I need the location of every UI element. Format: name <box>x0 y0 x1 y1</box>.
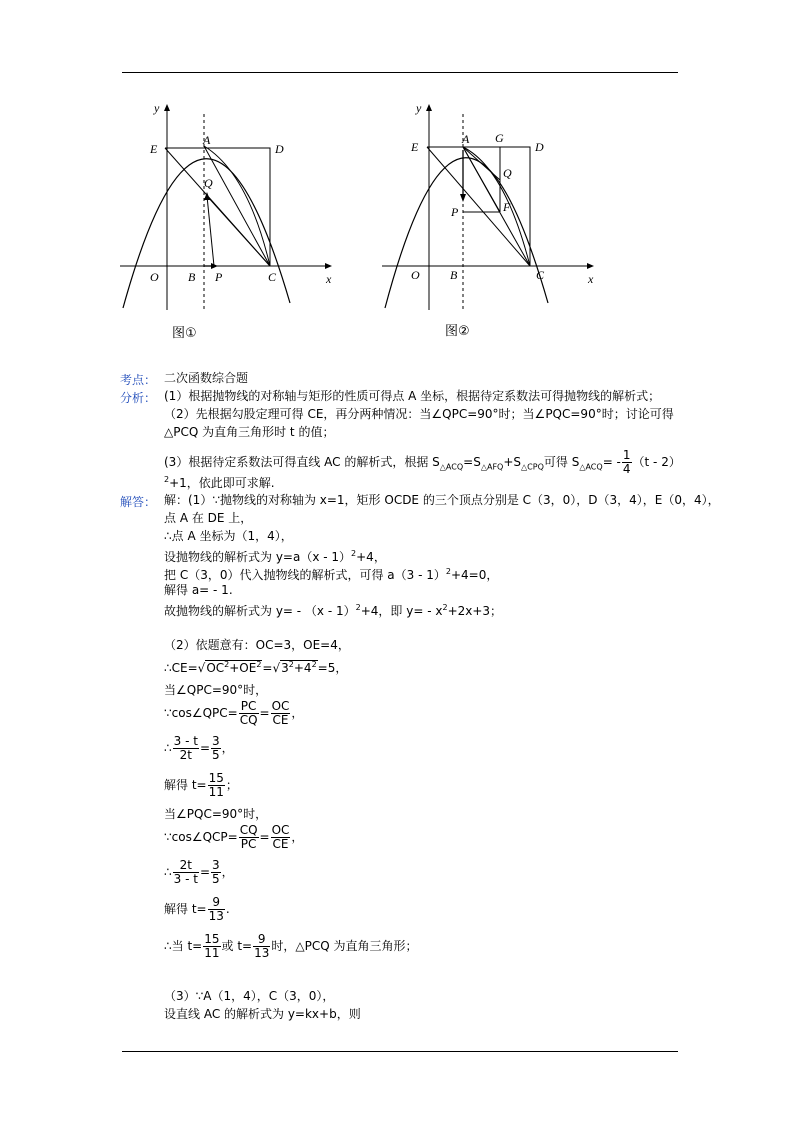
fenxi-line-5 <box>164 473 275 490</box>
cos-qcp-equation: ∵cos∠QCP= $\frac{CQ}{PC}$ = $\frac{OC}{CE}$ ， <box>164 823 304 851</box>
jieda-line-7: 故抛物线的解析式为 y= - （x - 1）$^2$+4，即 $y= - x^2+2x+3$； <box>164 603 503 618</box>
fenxi-line-3: △PCQ 为直角三角形时 t 的值； <box>164 425 335 439</box>
kaodian-text: 二次函数综合题 <box>164 371 249 385</box>
ce-equation: $\therefore CE=√OC^2+OE^2=√3^2+4^2=5$， <box>164 660 348 675</box>
jieda-label: 解答： <box>120 495 157 509</box>
fig2-label-e: E <box>411 140 419 154</box>
fenxi-line-2: （2）先根据勾股定理可得 CE，再分两种情况：当∠QPC=90°时；当∠PQC=90°时；讨论可得 <box>164 407 674 421</box>
sub-acq-2: △ACQ <box>579 462 603 472</box>
case-pqc-90: 当∠PQC=90°时， <box>164 807 268 821</box>
part3-intro: （3）∵A（1，4），C（3，0）， <box>164 989 335 1003</box>
fenxi-l4c: +S <box>503 455 522 469</box>
fig2-label-p: P <box>451 205 459 219</box>
fenxi-l4a: (3）根据待定系数法可得直线 AC 的解析式，根据 S <box>164 455 440 469</box>
jieda-line-1: 解：(1）∵抛物线的对称轴为 x=1，矩形 OCDE 的三个顶点分别是 C（3，0），D（3，4），E（0，4）， <box>164 493 720 507</box>
fig1-label-y: y <box>154 101 160 115</box>
fig1-label-c: C <box>268 270 277 284</box>
solution-t2: 解得 t= $\frac{9}{13}$ . <box>164 895 230 923</box>
fig2-label-d: D <box>535 140 544 154</box>
case-qpc-90: 当∠QPC=90°时， <box>164 683 268 697</box>
fenxi-l4d: 可得 S <box>543 455 580 469</box>
fig2-label-y: y <box>416 101 422 115</box>
fig2-label-b: B <box>450 268 458 282</box>
figure-2-caption: 图② <box>445 324 470 339</box>
jieda-line-5: 把 C（3，0）代入抛物线的解析式，可得 a（3 - 1）$^2$+4=0， <box>164 567 499 582</box>
fig2-label-x: x <box>588 272 594 286</box>
top-rule <box>122 72 678 73</box>
part3-line-2: 设直线 AC 的解析式为 y=kx+b，则 <box>164 1007 361 1021</box>
fig2-label-f: F <box>503 200 511 214</box>
fenxi-l4b: =S <box>463 455 481 469</box>
conclusion-part2: ∴当 t= $\frac{15}{11}$ 或 t= $\frac{9}{13}$ 时，△PCQ 为直角三角形； <box>164 932 418 960</box>
fenxi-l4f: （t - 2） <box>632 455 681 469</box>
fenxi-line-4 <box>164 449 681 476</box>
fenxi-label: 分析： <box>120 391 157 405</box>
jieda-line-4: 设抛物线的解析式为 y=a（x - 1）$^2$+4， <box>164 549 386 564</box>
fig1-label-o: O <box>150 270 159 284</box>
fig2-label-c: C <box>536 268 545 282</box>
sub-afq: △AFQ <box>480 462 504 472</box>
figure-1-graph <box>118 98 348 313</box>
jieda-line-3: ∴点 A 坐标为（1，4）， <box>164 529 293 543</box>
fig1-label-p: P <box>215 270 223 284</box>
fenxi-line-1: (1）根据抛物线的对称轴与矩形的性质可得点 A 坐标，根据待定系数法可得抛物线的解析式； <box>164 389 661 403</box>
fig2-label-o: O <box>411 268 420 282</box>
kaodian-label: 考点： <box>120 373 157 387</box>
fenxi-l5b: +1，依此即可求解. <box>169 476 275 490</box>
fig2-label-a: A <box>462 132 470 146</box>
solution-t1: 解得 t= $\frac{15}{11}$ ； <box>164 771 238 799</box>
jieda-line-2: 点 A 在 DE 上， <box>164 511 253 525</box>
jieda-line-6: 解得 a= - 1. <box>164 583 233 597</box>
fig2-label-q: Q <box>503 166 512 180</box>
fig1-label-e: E <box>150 142 158 156</box>
fraction-one-quarter: $\frac{1}{4}$ <box>622 448 631 476</box>
fig1-label-a: A <box>203 133 211 147</box>
figure-2-graph <box>380 98 610 313</box>
fig1-label-d: D <box>275 142 284 156</box>
fig1-label-x: x <box>326 272 332 286</box>
ratio-equation-1: ∴ $\frac{3 - t}{2t}$ = $\frac{3}{5}$ ， <box>164 734 234 762</box>
fig2-label-g: G <box>495 131 504 145</box>
figure-1-caption: 图① <box>172 326 197 341</box>
fenxi-l4e: = - <box>602 455 621 469</box>
ratio-equation-2: ∴ $\frac{2t}{3 - t}$ = $\frac{3}{5}$ ， <box>164 858 234 886</box>
sub-acq: △ACQ <box>439 462 464 472</box>
fenxi-l5-sup: 2 <box>164 475 170 484</box>
cos-qpc-equation: ∵cos∠QPC= $\frac{PC}{CQ}$ = $\frac{OC}{CE}$ ， <box>164 699 304 727</box>
fig1-label-q: Q <box>204 176 213 190</box>
fig1-label-b: B <box>188 270 196 284</box>
sub-cpq: △CPQ <box>521 462 544 472</box>
bottom-rule <box>122 1051 678 1052</box>
part2-intro: （2）依题意有：OC=3，OE=4， <box>164 638 350 652</box>
